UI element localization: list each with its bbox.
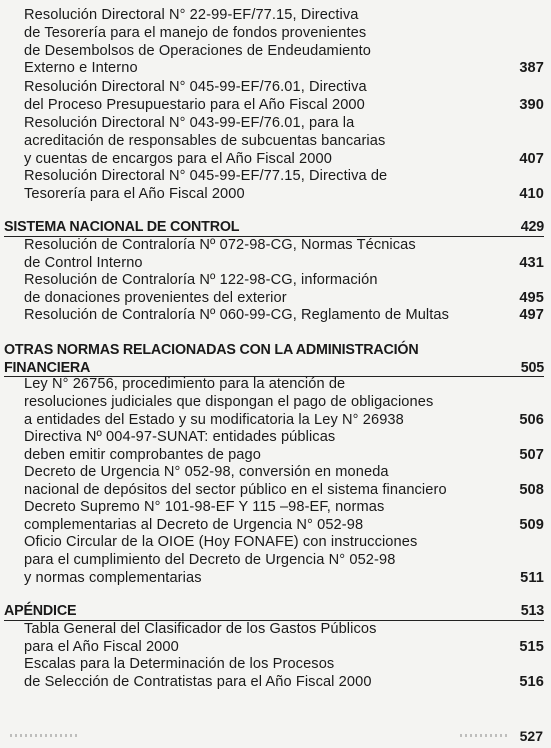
toc-entry-line: de Tesorería para el manejo de fondos provenientes	[24, 24, 367, 41]
toc-entry-line: Oficio Circular de la OIOE (Hoy FONAFE) con instrucciones	[24, 534, 418, 550]
toc-entry-line: Ley N° 26756, procedimiento para la atención de	[24, 376, 346, 392]
toc-entry-line: Tabla General del Clasificador de los Gastos Públicos	[24, 621, 377, 637]
toc-entry-line: Tesorería para el Año Fiscal 2000	[24, 185, 245, 202]
toc-entry[interactable]	[24, 429, 544, 465]
toc-entry[interactable]	[24, 168, 544, 204]
section-page-number: 429	[520, 219, 544, 235]
toc-entry-line: Escalas para la Determinación de los Procesos	[24, 656, 335, 672]
toc-entry-line: Directiva Nº 004-97-SUNAT: entidades públicas	[24, 429, 336, 445]
toc-entry-line: Resolución Directoral N° 045-99-EF/76.01, Directiva	[24, 79, 367, 95]
toc-entry-line: Decreto Supremo N° 101-98-EF Y 115 –98-EF, normas	[24, 499, 385, 515]
toc-entry[interactable]	[24, 621, 544, 657]
toc-entry[interactable]	[24, 656, 544, 692]
toc-entry-line: de Control Interno	[24, 254, 143, 271]
section-heading[interactable]	[4, 342, 544, 378]
toc-entry-line: Externo e Interno	[24, 60, 138, 77]
scan-artifact	[460, 734, 508, 737]
toc-page-number: 390	[519, 96, 544, 113]
toc-entry[interactable]	[24, 272, 544, 308]
toc-entry[interactable]	[24, 79, 544, 115]
toc-entry[interactable]	[24, 464, 544, 500]
toc-entry-line: para el cumplimiento del Decreto de Urgencia N° 052-98	[24, 551, 396, 568]
section-title: FINANCIERA	[4, 359, 91, 376]
toc-page-number: 407	[519, 150, 544, 167]
toc-page-number: 516	[519, 673, 544, 690]
toc-entry-line: resoluciones judiciales que dispongan el pago de obligaciones	[24, 393, 434, 410]
toc-page-number: 509	[519, 516, 544, 533]
toc-entry-line: de Selección de Contratistas para el Año Fiscal 2000	[24, 673, 372, 690]
toc-entry-line: deben emitir comprobantes de pago	[24, 446, 261, 463]
toc-page-number: 511	[520, 569, 544, 586]
toc-page-number: 515	[519, 638, 544, 655]
section-title: OTRAS NORMAS RELACIONADAS CON LA ADMINISTRACIÓN	[4, 342, 419, 358]
toc-entry-line: Resolución Directoral N° 043-99-EF/76.01, para la	[24, 115, 355, 131]
toc-entry-line: nacional de depósitos del sector público en el sistema financiero	[24, 481, 447, 498]
toc-entry-line: Resolución Directoral N° 22-99-EF/77.15, Directiva	[24, 7, 359, 23]
toc-entry-line: complementarias al Decreto de Urgencia N° 052-98	[24, 516, 364, 533]
toc-page-number: 431	[519, 254, 544, 271]
toc-entry[interactable]	[24, 376, 544, 429]
toc-entry-line: Resolución de Contraloría Nº 072-98-CG, Normas Técnicas	[24, 237, 416, 253]
section-page-number: 505	[520, 359, 544, 376]
toc-entry-line: Resolución de Contraloría Nº 122-98-CG, información	[24, 272, 378, 288]
toc-entry-line: Decreto de Urgencia N° 052-98, conversión en moneda	[24, 464, 389, 480]
toc-entry-line: acreditación de responsables de subcuentas bancarias	[24, 132, 386, 149]
toc-entry[interactable]	[24, 7, 544, 78]
toc-entry-line: Resolución Directoral N° 045-99-EF/77.15, Directiva de	[24, 168, 388, 184]
toc-page-number: 507	[519, 446, 544, 463]
toc-entry[interactable]	[24, 534, 544, 587]
section-heading[interactable]	[4, 219, 544, 237]
toc-entry[interactable]	[24, 499, 544, 535]
toc-entry[interactable]	[24, 115, 544, 168]
toc-page-number: 495	[519, 289, 544, 306]
toc-entry[interactable]	[24, 307, 544, 325]
section-page-number: 513	[520, 603, 544, 619]
footer-page-number: 527	[519, 728, 543, 744]
toc-page-number: 506	[519, 411, 544, 428]
toc-entry[interactable]	[24, 237, 544, 273]
toc-entry-line: para el Año Fiscal 2000	[24, 638, 179, 655]
section-title: SISTEMA NACIONAL DE CONTROL	[4, 219, 240, 235]
toc-page-number: 410	[519, 185, 544, 202]
toc-entry-line: Resolución de Contraloría Nº 060-99-CG, Reglamento de Multas	[24, 307, 450, 323]
toc-entry-line: del Proceso Presupuestario para el Año Fiscal 2000	[24, 96, 365, 113]
toc-page-number: 497	[519, 307, 544, 323]
scan-artifact	[10, 734, 80, 737]
section-title: APÉNDICE	[4, 603, 77, 619]
toc-page-number: 387	[519, 60, 544, 77]
toc-entry-line: de Desembolsos de Operaciones de Endeudamiento	[24, 42, 371, 59]
toc-page-number: 508	[519, 481, 544, 498]
toc-entry-line: y cuentas de encargos para el Año Fiscal 2000	[24, 150, 332, 167]
toc-entry-line: de donaciones provenientes del exterior	[24, 289, 287, 306]
toc-entry-line: y normas complementarias	[24, 569, 202, 586]
section-heading[interactable]	[4, 603, 544, 621]
toc-entry-line: a entidades del Estado y su modificatoria la Ley N° 26938	[24, 411, 404, 428]
